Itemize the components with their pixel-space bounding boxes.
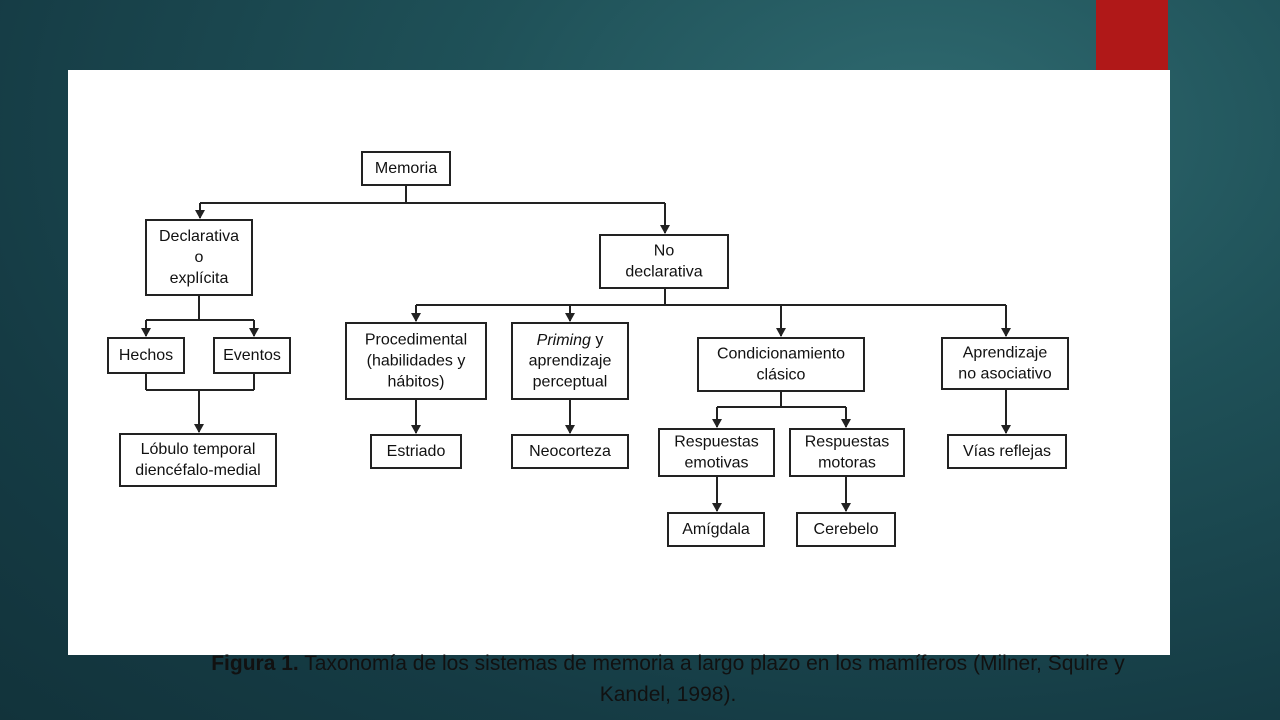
node-label-line: Neocorteza (529, 443, 611, 460)
node-label-line: motoras (818, 454, 876, 472)
node-label-line: clásico (756, 366, 806, 384)
caption-text: Taxonomía de los sistemas de memoria a largo plazo en los mamíferos (Milner, Squire y Kandel, 1998). (298, 652, 1125, 706)
figure-sheet (68, 70, 1170, 706)
node-no-declarativa (600, 235, 728, 288)
node-label-line: Hechos (118, 347, 174, 364)
node-lobulo-temporal (120, 434, 276, 486)
node-label-line: Estriado (386, 443, 446, 460)
edge-declarativa-branches (146, 295, 254, 320)
node-label-line: Respuestas (674, 433, 759, 451)
caption-label: Figura 1. (211, 652, 299, 675)
node-label-line: declarativa (625, 263, 703, 281)
node-label-line: (habilidades y (366, 352, 466, 370)
node-label-line: explícita (169, 270, 229, 287)
node-eventos (214, 338, 290, 373)
node-label-line: Aprendizaje (962, 344, 1048, 362)
figure-caption (196, 648, 1140, 710)
edge-condicionamiento-branches (717, 391, 846, 407)
node-label-line: Memoria (374, 160, 438, 177)
node-priming (512, 323, 628, 399)
node-declarativa (146, 220, 252, 295)
node-vias-reflejas (948, 435, 1066, 468)
edge-hechos-eventos-merge (146, 373, 254, 432)
node-label-line: no asociativo (958, 365, 1052, 383)
node-label-line: o (194, 249, 204, 266)
node-procedimental (346, 323, 486, 399)
node-label-line: Procedimental (364, 331, 468, 349)
edge-memoria-branches (200, 185, 665, 203)
accent-block (1096, 0, 1168, 70)
node-label-line: Amígdala (682, 521, 750, 538)
node-label-line: Vías reflejas (962, 443, 1052, 460)
node-memoria (362, 152, 450, 185)
node-amigdala (668, 513, 764, 546)
node-label-line: Respuestas (804, 433, 890, 451)
node-hechos (108, 338, 184, 373)
memory-taxonomy-diagram (68, 70, 1170, 640)
node-label-line: Condicionamiento (716, 345, 846, 363)
node-label-line: Declarativa (158, 228, 240, 245)
node-label-line: diencéfalo-medial (135, 462, 261, 479)
node-respuestas-motoras (790, 429, 904, 476)
node-label-line: emotivas (684, 454, 749, 472)
node-label-line: Eventos (223, 347, 281, 364)
edge-no-declarativa-branches (416, 288, 1006, 305)
node-neocorteza (512, 435, 628, 468)
node-aprendizaje-no-asociativo (942, 338, 1068, 389)
node-label-line: aprendizaje (528, 352, 612, 370)
node-label-line: perceptual (532, 373, 608, 391)
node-label-line: Lóbulo temporal (140, 441, 256, 458)
node-label-line: hábitos) (387, 373, 445, 391)
node-condicionamiento (698, 338, 864, 391)
node-label-line: Priming y (536, 331, 604, 349)
node-label-line: Cerebelo (813, 521, 879, 538)
node-label-line: No (653, 242, 675, 260)
node-estriado (371, 435, 461, 468)
node-respuestas-emotivas (659, 429, 774, 476)
node-cerebelo (797, 513, 895, 546)
